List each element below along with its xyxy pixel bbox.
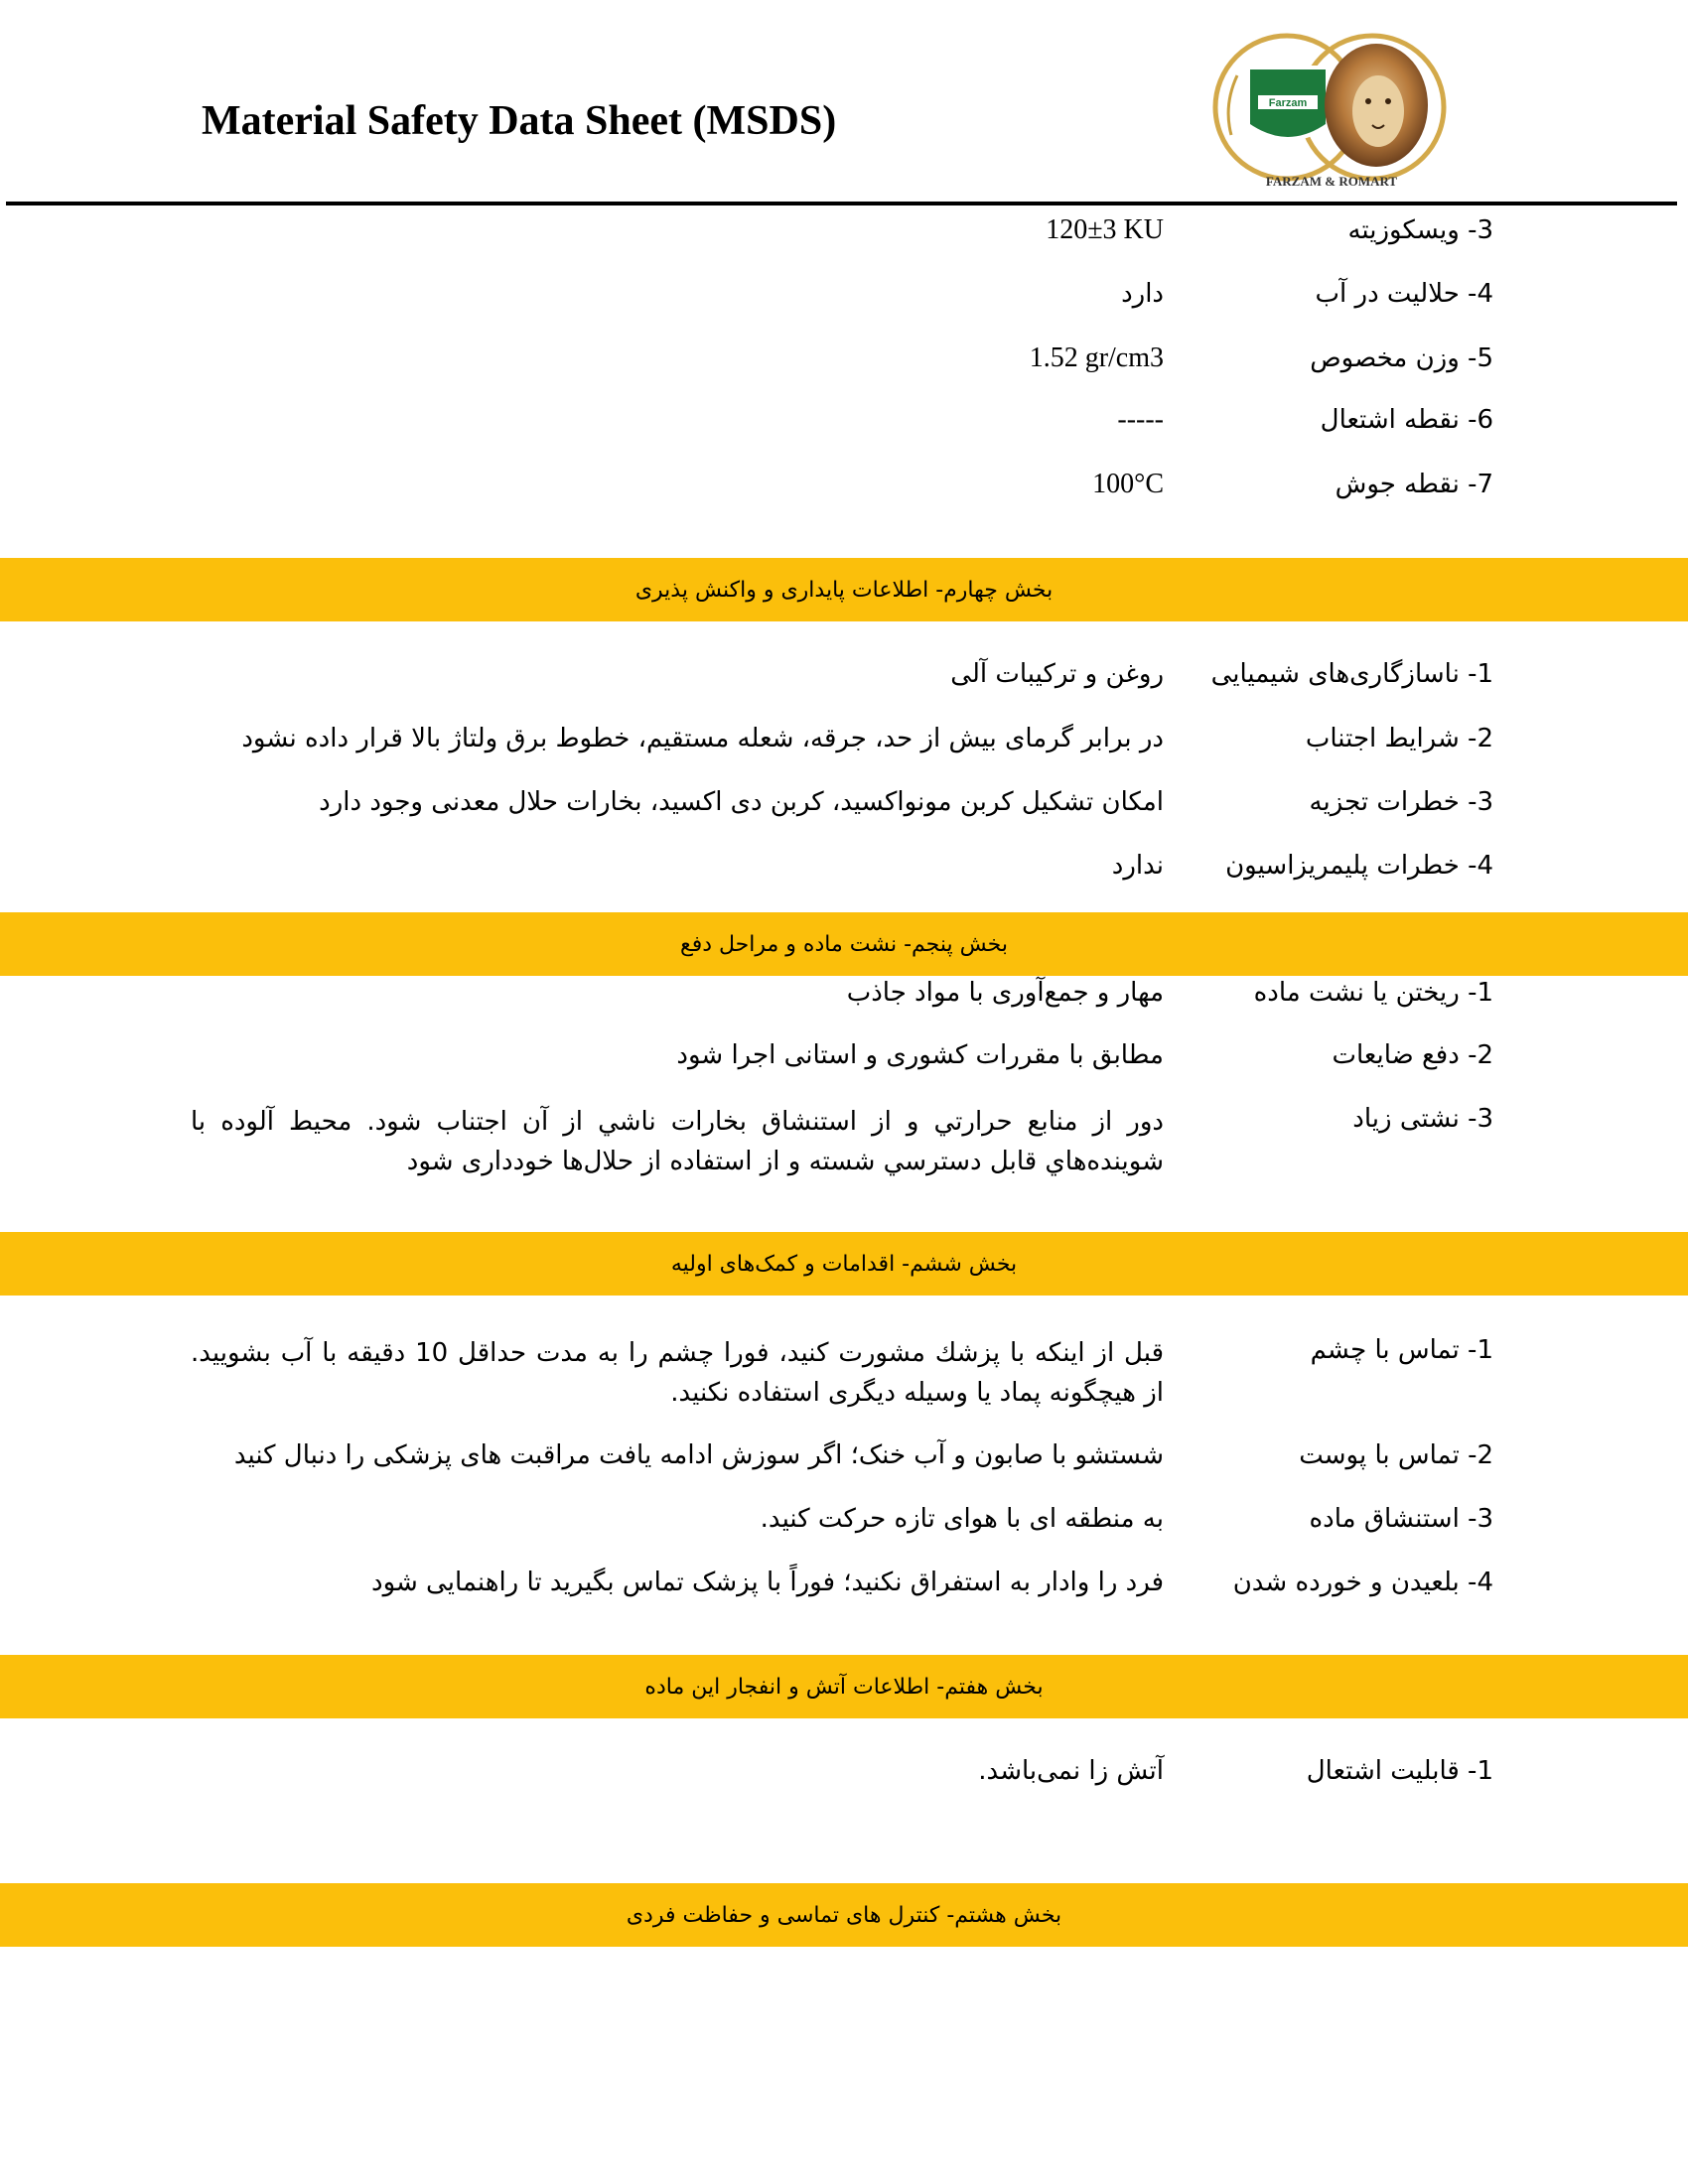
item-value: دور از منابع حرارتي و از استنشاق بخارات ناشي از آن اجتناب شود. محیط آلوده با شوینده‌هاي قابل دسترسي شسته و از استفاده از حلال‌ها خودداری شود bbox=[191, 1107, 1164, 1176]
property-value: دارد bbox=[1121, 279, 1164, 309]
property-label: 3- ویسکوزیته bbox=[1347, 215, 1493, 245]
item-label: 3- استنشاق ماده bbox=[1309, 1504, 1493, 1534]
item-value: قبل از اینکه با پزشك مشورت کنید، فورا چشم را به مدت حداقل 10 دقیقه با آب بشویید. از هیچگونه پماد یا وسیله دیگری استفاده نکنید. bbox=[191, 1338, 1165, 1408]
item-label: 1- قابلیت اشتعال bbox=[1306, 1756, 1493, 1786]
item-value: مطابق با مقررات کشوری و استانی اجرا شود bbox=[676, 1040, 1164, 1070]
section-header-exposure bbox=[0, 1883, 1688, 1947]
item-value: به منطقه ای با هوای تازه حرکت کنید. bbox=[760, 1504, 1164, 1534]
item-value: شستشو با صابون و آب خنک؛ اگر سوزش ادامه یافت مراقبت های پزشکی را دنبال کنید bbox=[233, 1440, 1164, 1470]
item-label: 1- ناسازگاری‌های شیمیایی bbox=[1210, 659, 1493, 689]
item-label: 4- بلعیدن و خورده شدن bbox=[1232, 1568, 1493, 1597]
item-label: 2- دفع ضایعات bbox=[1332, 1040, 1493, 1070]
section-header-fire bbox=[0, 1655, 1688, 1718]
item-value: امکان تشکیل کربن مونواکسید، کربن دی اکسید، بخارات حلال معدنی وجود دارد bbox=[319, 787, 1164, 817]
document-title: Material Safety Data Sheet (MSDS) bbox=[202, 98, 837, 144]
section-title: بخش ششم- اقدامات و کمک‌های اولیه bbox=[670, 1251, 1018, 1277]
property-value: ----- bbox=[1117, 404, 1164, 435]
item-value: روغن و ترکیبات آلی bbox=[950, 659, 1164, 689]
item-label: 2- شرایط اجتناب bbox=[1305, 724, 1493, 753]
property-label: 5- وزن مخصوص bbox=[1310, 343, 1493, 373]
item-value: مهار و جمع‌آوری با مواد جاذب bbox=[846, 978, 1164, 1008]
item-label: 3- نشتی زیاد bbox=[1352, 1104, 1493, 1134]
section-header-first-aid bbox=[0, 1232, 1688, 1296]
item-label: 3- خطرات تجزیه bbox=[1309, 787, 1493, 817]
section-title: بخش چهارم- اطلاعات پایداری و واکنش پذیری bbox=[634, 577, 1054, 603]
section-title: بخش هفتم- اطلاعات آتش و انفجار این ماده bbox=[644, 1674, 1044, 1700]
item-label: 1- تماس با چشم bbox=[1310, 1335, 1493, 1365]
item-value: آتش زا نمی‌باشد. bbox=[978, 1756, 1164, 1786]
item-label: 1- ریختن یا نشت ماده bbox=[1253, 978, 1493, 1008]
property-value: 1.52 gr/cm3 bbox=[1029, 342, 1164, 373]
item-label: 2- تماس با پوست bbox=[1299, 1440, 1493, 1470]
section-title: بخش پنجم- نشت ماده و مراحل دفع bbox=[680, 931, 1008, 957]
property-value: 100°C bbox=[1092, 469, 1164, 499]
item-value: ندارد bbox=[1111, 851, 1164, 881]
lion-head-icon bbox=[1325, 44, 1428, 167]
header-divider bbox=[6, 202, 1677, 205]
company-logo bbox=[1203, 26, 1460, 195]
property-label: 4- حلالیت در آب bbox=[1315, 279, 1493, 309]
item-label: 4- خطرات پلیمریزاسیون bbox=[1225, 851, 1493, 881]
section-header-spill bbox=[0, 912, 1688, 976]
section-header-stability bbox=[0, 558, 1688, 621]
item-value: فرد را وادار به استفراق نکنید؛ فوراً با پزشک تماس بگیرید تا راهنمایی شود bbox=[370, 1568, 1164, 1597]
property-label: 6- نقطه اشتعال bbox=[1320, 405, 1493, 435]
item-value: در برابر گرمای بیش از حد، جرقه، شعله مستقیم، خطوط برق ولتاژ بالا قرار داده نشود bbox=[241, 724, 1164, 753]
logo-caption: FARZAM & ROMART bbox=[1265, 174, 1398, 189]
logo-badge-text: Farzam bbox=[1268, 97, 1308, 109]
property-value: 120±3 KU bbox=[1046, 214, 1164, 245]
section-title: بخش هشتم- کنترل های تماسی و حفاظت فردی bbox=[626, 1902, 1062, 1928]
property-label: 7- نقطه جوش bbox=[1335, 470, 1493, 499]
